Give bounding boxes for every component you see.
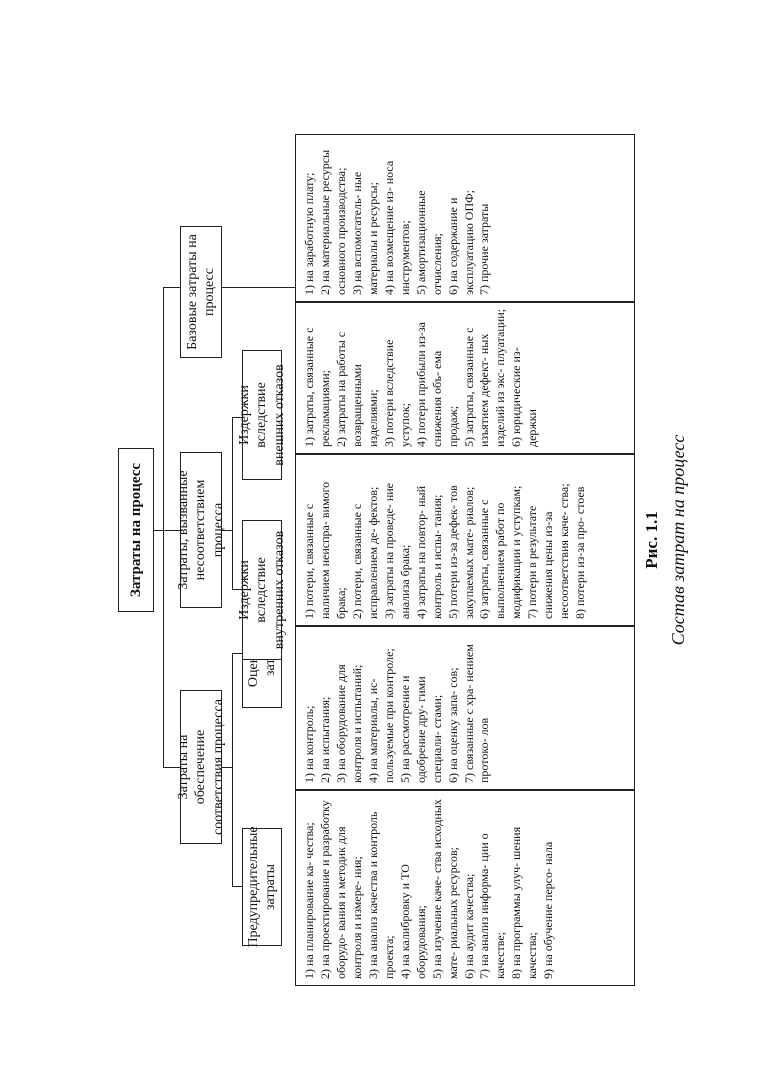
list-item: 6) юридические из- держки — [509, 347, 540, 447]
list-item: 3) на оборудование для контроля и испытаний; — [333, 664, 364, 783]
group-conformance-label: Затраты на обеспечение соответствия процесса — [175, 699, 226, 835]
list-item: 5) на изучение каче- ства исходных мате- риальных ресурсов; — [429, 799, 460, 979]
list-item: 4) потери прибыли из-за снижения объ- ема продаж; — [413, 322, 460, 447]
list-item: 3) потери вследствие уступок; — [381, 339, 412, 447]
connector-level1-bus — [163, 288, 164, 768]
category-external-header — [236, 350, 287, 480]
list-item: 6) на оценку запа- сов; — [445, 667, 460, 783]
category-internal-title: Издержки вследствие внутренних отказов — [236, 530, 287, 650]
list-item: 8) на программы улуч- шения качества; — [509, 826, 540, 979]
list-item: 7) потери в результате снижения цены из-за несоответствия каче- ства; — [525, 483, 572, 619]
list-item: 2) потери, связанные с исправлением де- фектов; — [349, 486, 380, 619]
list-internal — [295, 454, 635, 626]
list-item: 1) потери, связанные с наличием неиспра- вимого брака; — [302, 481, 348, 619]
connector-root-down — [154, 530, 163, 531]
list-item: 8) потери из-за про- стоев — [573, 486, 588, 619]
root-title: Затраты на процесс — [127, 462, 144, 598]
list-item: 6) на аудит качества; — [461, 873, 476, 979]
list-item: 5) амортизационные отчисления; — [413, 190, 444, 295]
list-item: 2) на проектирование и разработку оборудо- вания и методик для контроля и измере- ния; — [317, 800, 364, 979]
category-external-title: Издержки вследствие внешних отказов — [236, 364, 287, 466]
list-base — [295, 134, 635, 302]
list-item: 5) затраты, связанные с изъятием дефект- ных изделий из экс- плуатации; — [461, 309, 508, 447]
list-item: 1) затраты, связанные с рекламациями; — [302, 327, 332, 447]
list-item: 4) на материалы, ис- пользуемые при контроле; — [365, 648, 396, 783]
category-preventive-header — [242, 828, 282, 946]
connector-to-preventive — [232, 886, 242, 887]
list-item: 3) затраты на проведе- ние анализа брака; — [381, 483, 412, 619]
group-base-box — [180, 226, 222, 358]
list-item: 1) на контроль; — [302, 705, 316, 783]
list-preventive — [295, 790, 635, 986]
list-item: 7) на анализ информа- ции о качестве; — [477, 833, 508, 979]
list-item: 2) на испытания; — [317, 696, 332, 783]
connector-nonconformance-bus — [232, 418, 233, 590]
list-item: 6) на содержание и эксплуатацию ОПФ; — [445, 190, 476, 295]
group-nonconformance-label: Затраты, вызванные несоответствием процесса — [175, 470, 226, 590]
list-item: 5) на рассмотрение и одобрение дру- гими специали- стами; — [397, 675, 444, 783]
list-item: 4) на калибровку и ТО оборудования; — [397, 864, 428, 979]
connector-base-down — [222, 287, 295, 288]
list-external — [295, 302, 635, 454]
group-conformance-box — [175, 690, 226, 844]
figure-label: Рис. 1.1 — [642, 511, 661, 569]
connector-to-base — [163, 287, 180, 288]
group-base-label: Базовые затраты на процесс — [184, 234, 217, 350]
list-item: 7) связанные с хра- нением протоко- лов — [461, 644, 492, 783]
group-nonconformance-box — [175, 452, 226, 608]
list-item: 3) на анализ качества и контроль проекта; — [365, 811, 396, 979]
list-item: 7) прочие затраты — [477, 203, 492, 295]
category-preventive-title: Предупредительные затраты — [245, 826, 278, 948]
list-item: 1) на планирование ка- чества; — [302, 822, 316, 979]
connector-conformance-bus — [232, 654, 233, 887]
figure-title: Состав затрат на процесс — [668, 434, 688, 646]
list-item: 6) затраты, связанные с выполнением работ по модификации и уступкам; — [477, 485, 524, 619]
list-item: 2) на материальные ресурсы основного производства; — [317, 149, 348, 295]
list-appraisal — [295, 626, 635, 790]
list-item: 3) на вспомогатель- ные материалы и ресурсы; — [349, 171, 380, 295]
root-box — [118, 448, 154, 612]
list-item: 9) на обучение персо- нала — [541, 841, 556, 979]
list-item: 5) потери из-за дефек- тов закупаемых мате- риалов; — [445, 485, 476, 619]
list-item: 4) на возмещение из- носа инструментов; — [381, 160, 412, 295]
list-item: 4) затраты на повтор- ный контроль и испы- тания; — [413, 486, 444, 619]
list-item: 2) затраты на работы с возвращенными изделиями; — [333, 331, 380, 447]
category-internal-header — [236, 520, 287, 660]
list-item: 1) на заработную плату; — [302, 172, 316, 295]
